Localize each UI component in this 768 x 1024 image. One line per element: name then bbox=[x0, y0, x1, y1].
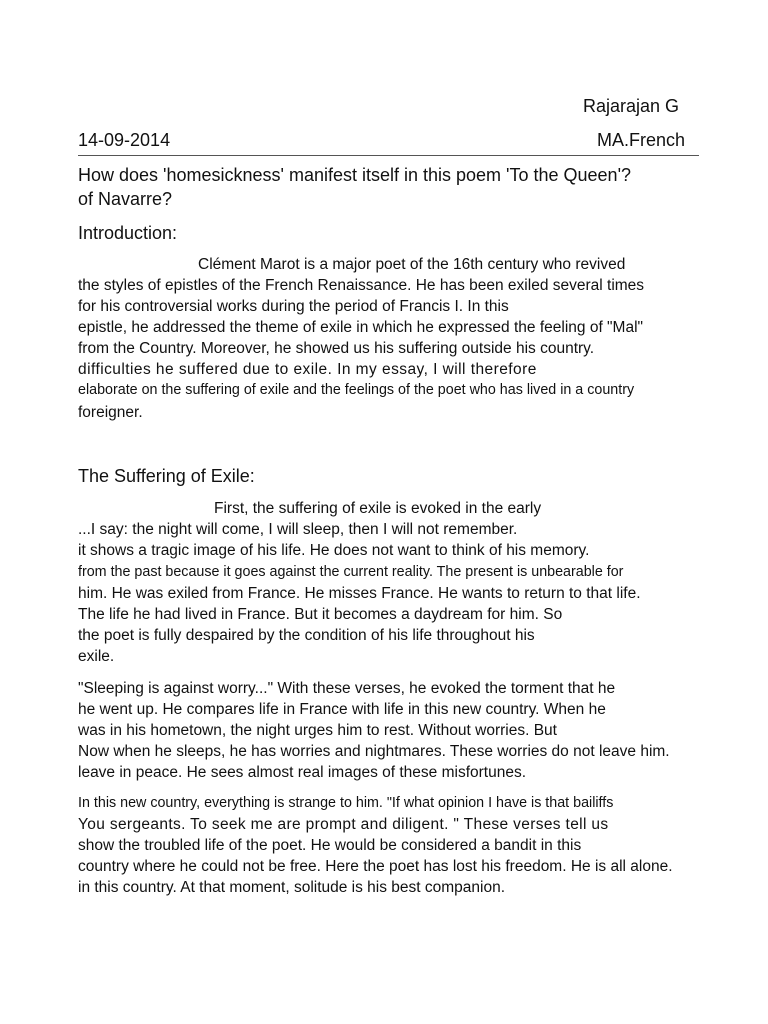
course-name: MA.French bbox=[597, 130, 686, 150]
intro-line-3: for his controversial works during the period of Francis I. In this bbox=[78, 298, 509, 315]
suffering-p2-line-1: "Sleeping is against worry..." With these verses, he evoked the torment that he bbox=[78, 680, 616, 697]
suffering-p1-line-6: The life he had lived in France. But it becomes a daydream for him. So bbox=[78, 606, 563, 623]
intro-line-4: epistle, he addressed the theme of exile in which he expressed the feeling of "Mal" bbox=[78, 319, 644, 336]
suffering-p2-line-2: he went up. He compares life in France with life in this new country. When he bbox=[78, 701, 606, 718]
suffering-p3-line-1: In this new country, everything is strange to him. "If what opinion I have is that bailiffs bbox=[78, 795, 614, 811]
author-name: Rajarajan G bbox=[583, 96, 680, 116]
suffering-p3-line-5: in this country. At that moment, solitude is his best companion. bbox=[78, 879, 506, 896]
suffering-p1-line-1: First, the suffering of exile is evoked in the early bbox=[214, 500, 542, 517]
suffering-p2-line-5: leave in peace. He sees almost real images of these misfortunes. bbox=[78, 764, 527, 781]
intro-line-6: difficulties he suffered due to exile. In my essay, I will therefore bbox=[78, 361, 537, 378]
document-date: 14-09-2014 bbox=[78, 130, 171, 150]
intro-line-5: from the Country. Moreover, he showed us his suffering outside his country. bbox=[78, 340, 595, 357]
suffering-p1-line-3: it shows a tragic image of his life. He does not want to think of his memory. bbox=[78, 542, 590, 559]
suffering-p1-line-2: ...I say: the night will come, I will sleep, then I will not remember. bbox=[78, 521, 518, 538]
intro-line-7: elaborate on the suffering of exile and the feelings of the poet who has lived in a country bbox=[78, 382, 635, 398]
intro-line-8: foreigner. bbox=[78, 404, 143, 421]
intro-line-2: the styles of epistles of the French Renaissance. He has been exiled several times bbox=[78, 277, 645, 294]
suffering-p1-line-5: him. He was exiled from France. He misses France. He wants to return to that life. bbox=[78, 585, 641, 602]
question-line-2: of Navarre? bbox=[78, 189, 173, 209]
intro-line-1: Clément Marot is a major poet of the 16th century who revived bbox=[198, 256, 626, 273]
introduction-heading: Introduction: bbox=[78, 223, 178, 243]
suffering-p1-line-4: from the past because it goes against the current reality. The present is unbearable for bbox=[78, 564, 624, 580]
suffering-p1-line-7: the poet is fully despaired by the condition of his life throughout his bbox=[78, 627, 535, 644]
suffering-p1-line-8: exile. bbox=[78, 648, 115, 665]
suffering-heading: The Suffering of Exile: bbox=[78, 466, 255, 486]
question-line-1: How does 'homesickness' manifest itself in this poem 'To the Queen'? bbox=[78, 165, 632, 185]
suffering-p3-line-4: country where he could not be free. Here the poet has lost his freedom. He is all alone. bbox=[78, 858, 673, 875]
suffering-p2-line-4: Now when he sleeps, he has worries and nightmares. These worries do not leave him. bbox=[78, 743, 670, 760]
header-divider bbox=[78, 155, 699, 156]
suffering-p3-line-3: show the troubled life of the poet. He would be considered a bandit in this bbox=[78, 837, 582, 854]
suffering-p3-line-2: You sergeants. To seek me are prompt and diligent. " These verses tell us bbox=[78, 816, 609, 833]
suffering-p2-line-3: was in his hometown, the night urges him to rest. Without worries. But bbox=[78, 722, 557, 739]
